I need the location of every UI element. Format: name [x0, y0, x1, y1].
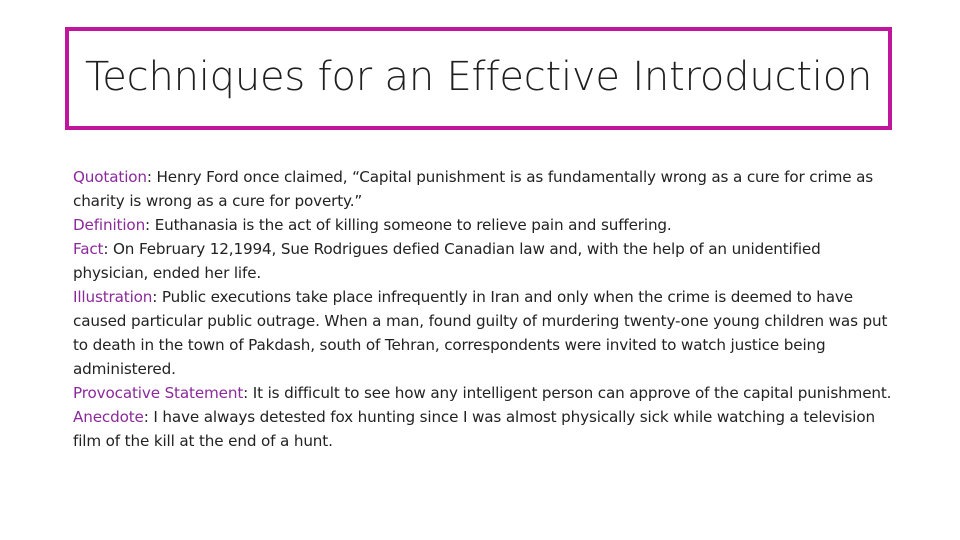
- technique-text: : Henry Ford once claimed, “Capital punishment is as fundamentally wrong as a cure for crime as charity is wrong as a cure for poverty.”: [73, 168, 874, 210]
- technique-label: Quotation: [73, 168, 147, 186]
- technique-item-illustration: [73, 285, 893, 381]
- technique-text: : Euthanasia is the act of killing someone to relieve pain and suffering.: [145, 216, 672, 234]
- slide-title: Techniques for an Effective Introduction: [84, 53, 873, 100]
- technique-item-fact: [73, 237, 893, 285]
- technique-text: : I have always detested fox hunting since I was almost physically sick while watching a television film of the kill at the end of a hunt.: [73, 408, 875, 450]
- technique-label: Provocative Statement: [73, 384, 244, 402]
- technique-text: : On February 12,1994, Sue Rodrigues defied Canadian law and, with the help of an unidentified physician, ended her life.: [73, 240, 821, 282]
- technique-label: Definition: [73, 216, 146, 234]
- technique-text: : It is difficult to see how any intelligent person can approve of the capital punishment.: [243, 384, 892, 402]
- technique-list: [73, 165, 893, 453]
- technique-text: : Public executions take place infrequently in Iran and only when the crime is deemed to have caused particular public outrage. When a man, found guilty of murdering twenty-one young children was put to death in the town of Pakdash, south of Tehran, correspondents were invited to watch justice being administered.: [73, 288, 888, 378]
- technique-item-provocative-statement: [73, 381, 893, 405]
- technique-label: Anecdote: [73, 408, 144, 426]
- technique-label: Illustration: [73, 288, 153, 306]
- technique-item-anecdote: [73, 405, 893, 453]
- title-frame: [65, 27, 892, 130]
- technique-label: Fact: [73, 240, 104, 258]
- technique-item-definition: [73, 213, 893, 237]
- technique-item-quotation: [73, 165, 893, 213]
